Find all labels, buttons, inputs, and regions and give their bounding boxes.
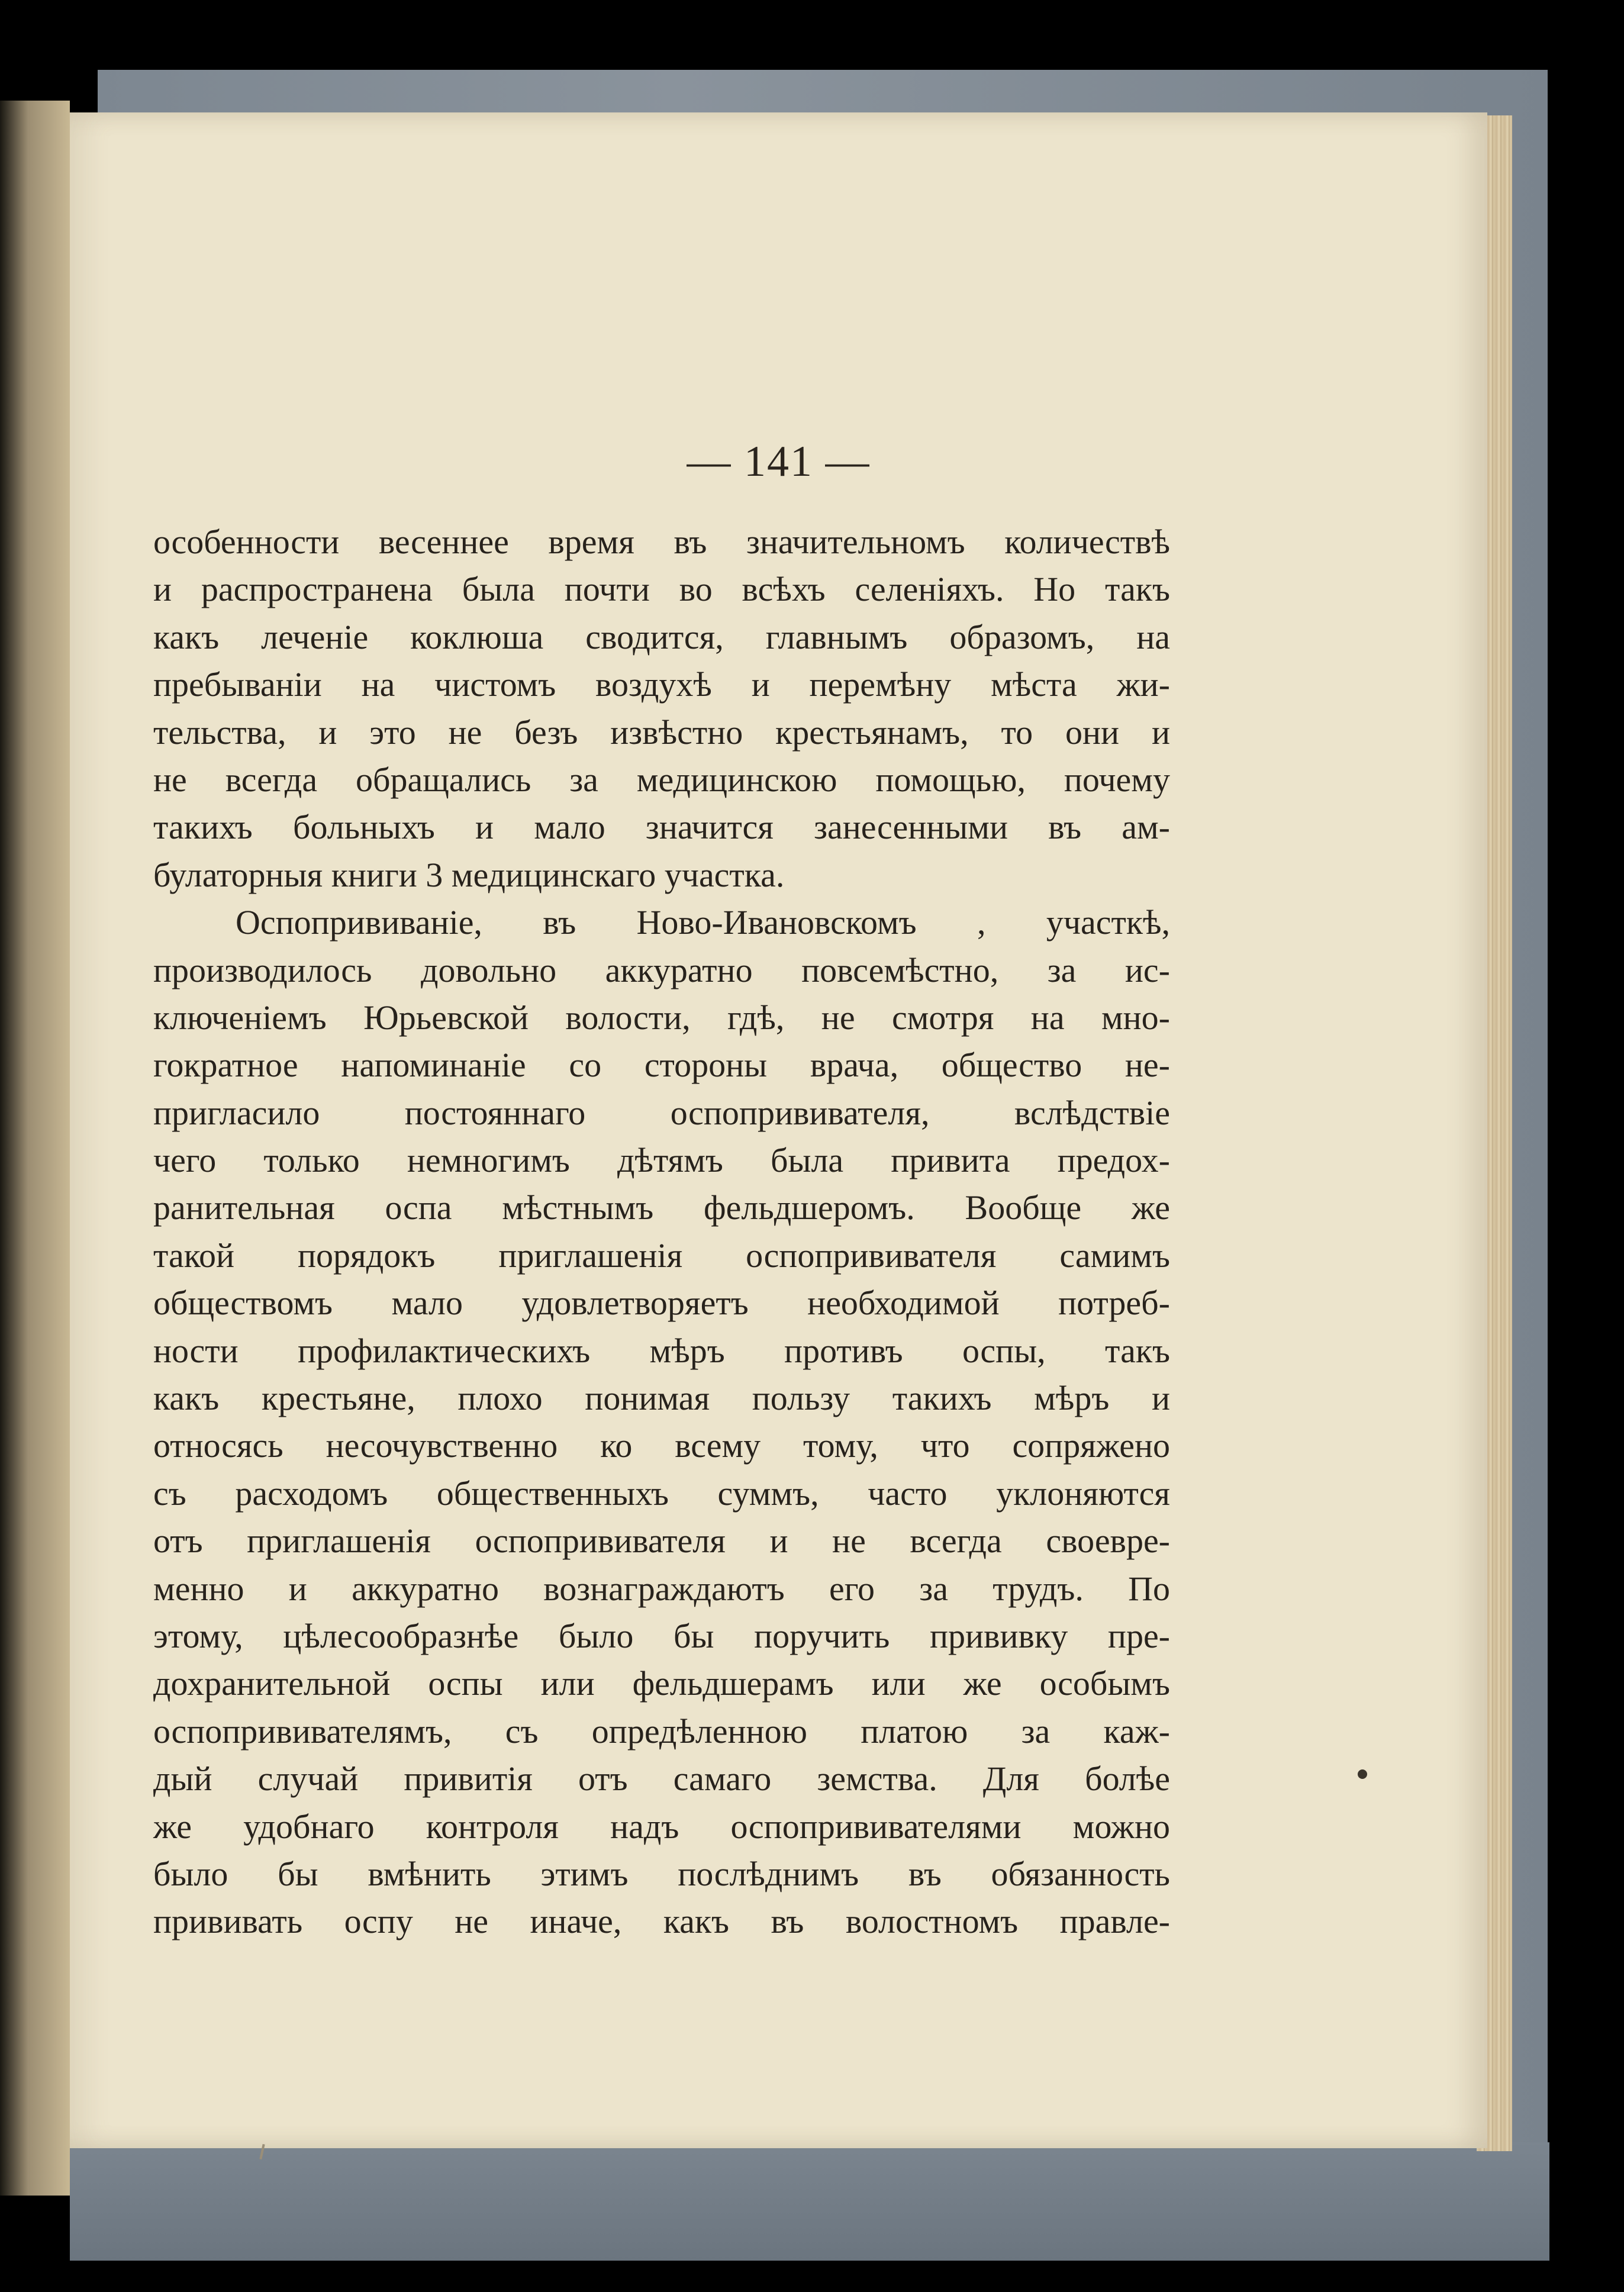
text-line: пригласило постояннаго оспопрививателя, вслѣдствіе (153, 1093, 1170, 1132)
text-line: не всегда обращались за медицинскою помощью, почему (153, 760, 1170, 799)
text-line: такихъ больныхъ и мало значится занесенными въ ам- (153, 808, 1170, 847)
text-line: ности профилактическихъ мѣръ противъ оспы, такъ (153, 1331, 1170, 1370)
text-line: какъ леченіе коклюша сводится, главнымъ образомъ, на (153, 617, 1170, 656)
text-line: ранительная оспа мѣстнымъ фельдшеромъ. Вообще же (153, 1188, 1170, 1227)
text-line: пребываніи на чистомъ воздухѣ и перемѣну мѣста жи- (153, 665, 1170, 704)
text-line: съ расходомъ общественныхъ суммъ, часто уклоняются (153, 1474, 1170, 1513)
text-line: такой порядокъ приглашенія оспопрививателя самимъ (153, 1236, 1170, 1275)
book-page (70, 112, 1487, 2148)
text-line: особенности весеннее время въ значительномъ количествѣ (153, 523, 1170, 561)
text-line: дый случай привитія отъ самаго земства. Для болѣе (153, 1759, 1170, 1798)
text-line: тельства, и это не безъ извѣстно крестьянамъ, то они и (153, 713, 1170, 752)
text-line: этому, цѣлесообразнѣе было бы поручить прививку пре- (153, 1616, 1170, 1655)
text-line: было бы вмѣнить этимъ послѣднимъ въ обязанность (153, 1854, 1170, 1893)
text-line: же удобнаго контроля надъ оспопрививателями можно (153, 1807, 1170, 1846)
text-line: прививать оспу не иначе, какъ въ волостномъ правле- (153, 1902, 1170, 1941)
text-line: менно и аккуратно вознаграждаютъ его за трудъ. По (153, 1569, 1170, 1608)
text-line: обществомъ мало удовлетворяетъ необходимой потреб- (153, 1284, 1170, 1323)
body-text (153, 518, 1170, 1946)
book-cover-bottom (70, 2142, 1549, 2261)
text-line: отъ приглашенія оспопрививателя и не всегда своевре- (153, 1521, 1170, 1561)
text-line: ключеніемъ Юрьевской волости, гдѣ, не смотря на мно- (153, 998, 1170, 1037)
text-line: гократное напоминаніе со стороны врача, общество не- (153, 1046, 1170, 1085)
text-line: булаторныя книги 3 медицинскаго участка. (153, 855, 785, 894)
text-line: и распространена была почти во всѣхъ селеніяхъ. Но такъ (153, 570, 1170, 609)
paragraph-start-line: Оспопрививаніе, въ Ново-Ивановскомъ , участкѣ, (236, 903, 1170, 942)
text-line: производилось довольно аккуратно повсемѣстно, за ис- (153, 950, 1170, 989)
text-line: какъ крестьяне, плохо понимая пользу такихъ мѣръ и (153, 1379, 1170, 1418)
text-line: дохранительной оспы или фельдшерамъ или же особымъ (153, 1664, 1170, 1703)
previous-page-edge (0, 101, 70, 2196)
ink-dot (1358, 1769, 1367, 1779)
text-line: относясь несочувственно ко всему тому, что сопряжено (153, 1426, 1170, 1465)
text-line: чего только немногимъ дѣтямъ была привита предох- (153, 1141, 1170, 1180)
text-line: оспопрививателямъ, съ опредѣленною платою за каж- (153, 1711, 1170, 1751)
page-number: — 141 — (687, 437, 871, 486)
